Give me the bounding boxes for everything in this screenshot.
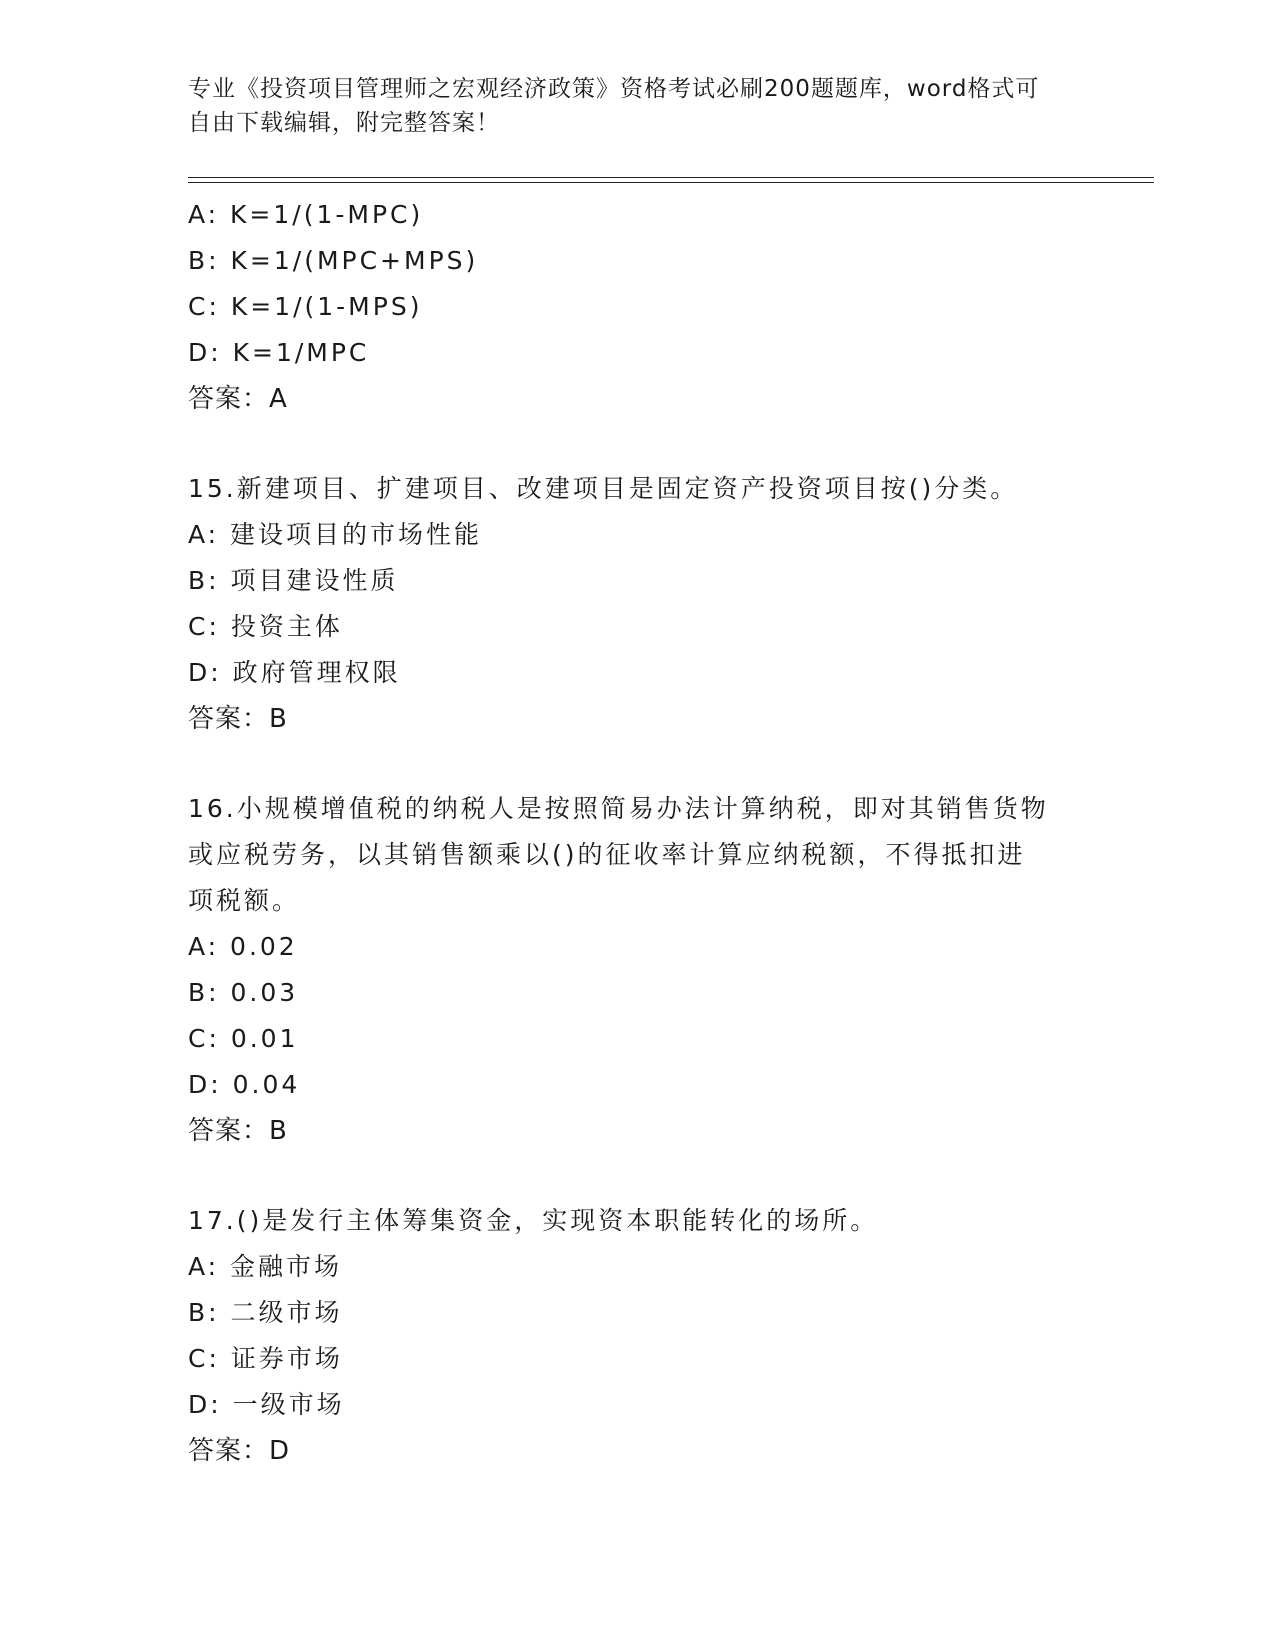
q15-option-d: D: 政府管理权限: [188, 658, 401, 687]
q17-option-d: D: 一级市场: [188, 1390, 345, 1419]
document-header: [188, 72, 1068, 140]
q16-option-c: C: 0.01: [188, 1024, 299, 1053]
q17-answer: 答案：D: [188, 1436, 291, 1466]
q16-question-line-3: 项税额。: [188, 886, 301, 915]
q16-option-b: B: 0.03: [188, 978, 299, 1007]
q14-option-a: A: K=1/(1-MPC): [188, 200, 424, 229]
q14-option-c: C: K=1/(1-MPS): [188, 292, 423, 321]
q15-option-c: C: 投资主体: [188, 612, 343, 641]
q17-option-a: A: 金融市场: [188, 1252, 343, 1281]
question-14-block: [188, 192, 1088, 422]
q17-option-c: C: 证券市场: [188, 1344, 343, 1373]
q16-question-line-1: 16.小规模增值税的纳税人是按照简易办法计算纳税，即对其销售货物: [188, 794, 1049, 823]
question-15-block: [188, 466, 1088, 742]
question-16-block: [188, 786, 1088, 1154]
spacer: [188, 1154, 1088, 1198]
header-divider-bottom: [188, 182, 1154, 183]
document-body: [188, 192, 1088, 1474]
spacer: [188, 422, 1088, 466]
q15-answer: 答案：B: [188, 704, 288, 734]
q17-option-b: B: 二级市场: [188, 1298, 343, 1327]
header-divider-top: [188, 177, 1154, 178]
q16-answer: 答案：B: [188, 1116, 288, 1146]
q16-option-a: A: 0.02: [188, 932, 298, 961]
q14-option-d: D: K=1/MPC: [188, 338, 370, 367]
spacer: [188, 742, 1088, 786]
q14-answer: 答案：A: [188, 384, 288, 414]
q14-option-b: B: K=1/(MPC+MPS): [188, 246, 479, 275]
q17-question: 17.()是发行主体筹集资金，实现资本职能转化的场所。: [188, 1206, 879, 1235]
header-title-line-2: 自由下载编辑，附完整答案！: [188, 110, 500, 136]
header-title-line-1: 专业《投资项目管理师之宏观经济政策》资格考试必刷200题题库，word格式可: [188, 76, 1040, 102]
q16-option-d: D: 0.04: [188, 1070, 301, 1099]
question-17-block: [188, 1198, 1088, 1474]
q16-question-line-2: 或应税劳务，以其销售额乘以()的征收率计算应纳税额，不得抵扣进: [188, 840, 1026, 869]
q15-option-a: A: 建设项目的市场性能: [188, 520, 483, 549]
q15-option-b: B: 项目建设性质: [188, 566, 399, 595]
q15-question: 15.新建项目、扩建项目、改建项目是固定资产投资项目按()分类。: [188, 474, 1019, 503]
